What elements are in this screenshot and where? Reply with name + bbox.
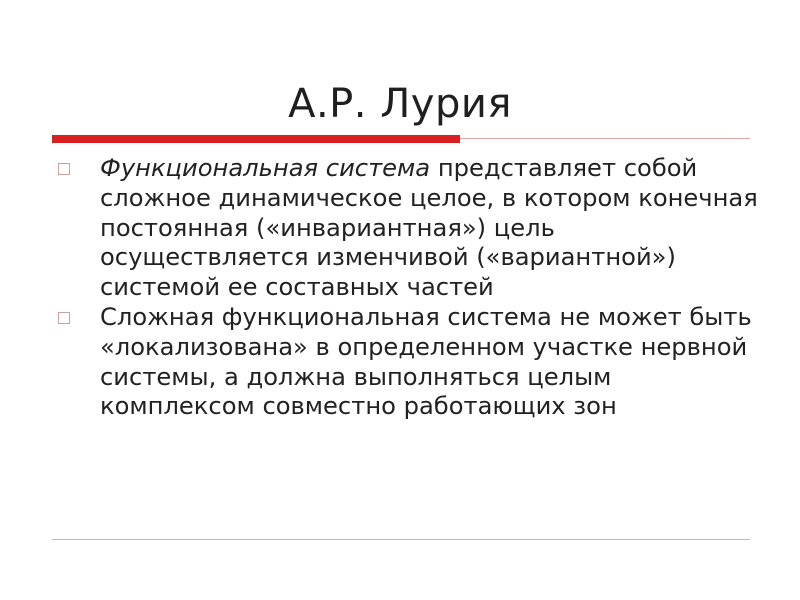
bullet-text: представляет собой сложное динамическое целое, в котором конечная постоянная («инвариантная») цель осуществляется изменчивой («вариантной») системой ее составных частей (100, 154, 758, 302)
bullet-list (58, 154, 758, 422)
bullet-item-1 (58, 154, 758, 303)
bullet-item-2 (58, 303, 758, 422)
square-bullet-icon (58, 163, 70, 175)
bullet-text: Сложная функциональная система не может быть «локализована» в определенном участке нервной системы, а должна выполняться целым комплексом совместно работающих зон (100, 302, 752, 421)
title-divider-accent (52, 135, 460, 143)
footer-divider (52, 539, 750, 540)
bullet-lead-term: Функциональная система (100, 154, 431, 182)
square-bullet-icon (58, 312, 70, 324)
slide-title: А.Р. Лурия (288, 81, 512, 127)
